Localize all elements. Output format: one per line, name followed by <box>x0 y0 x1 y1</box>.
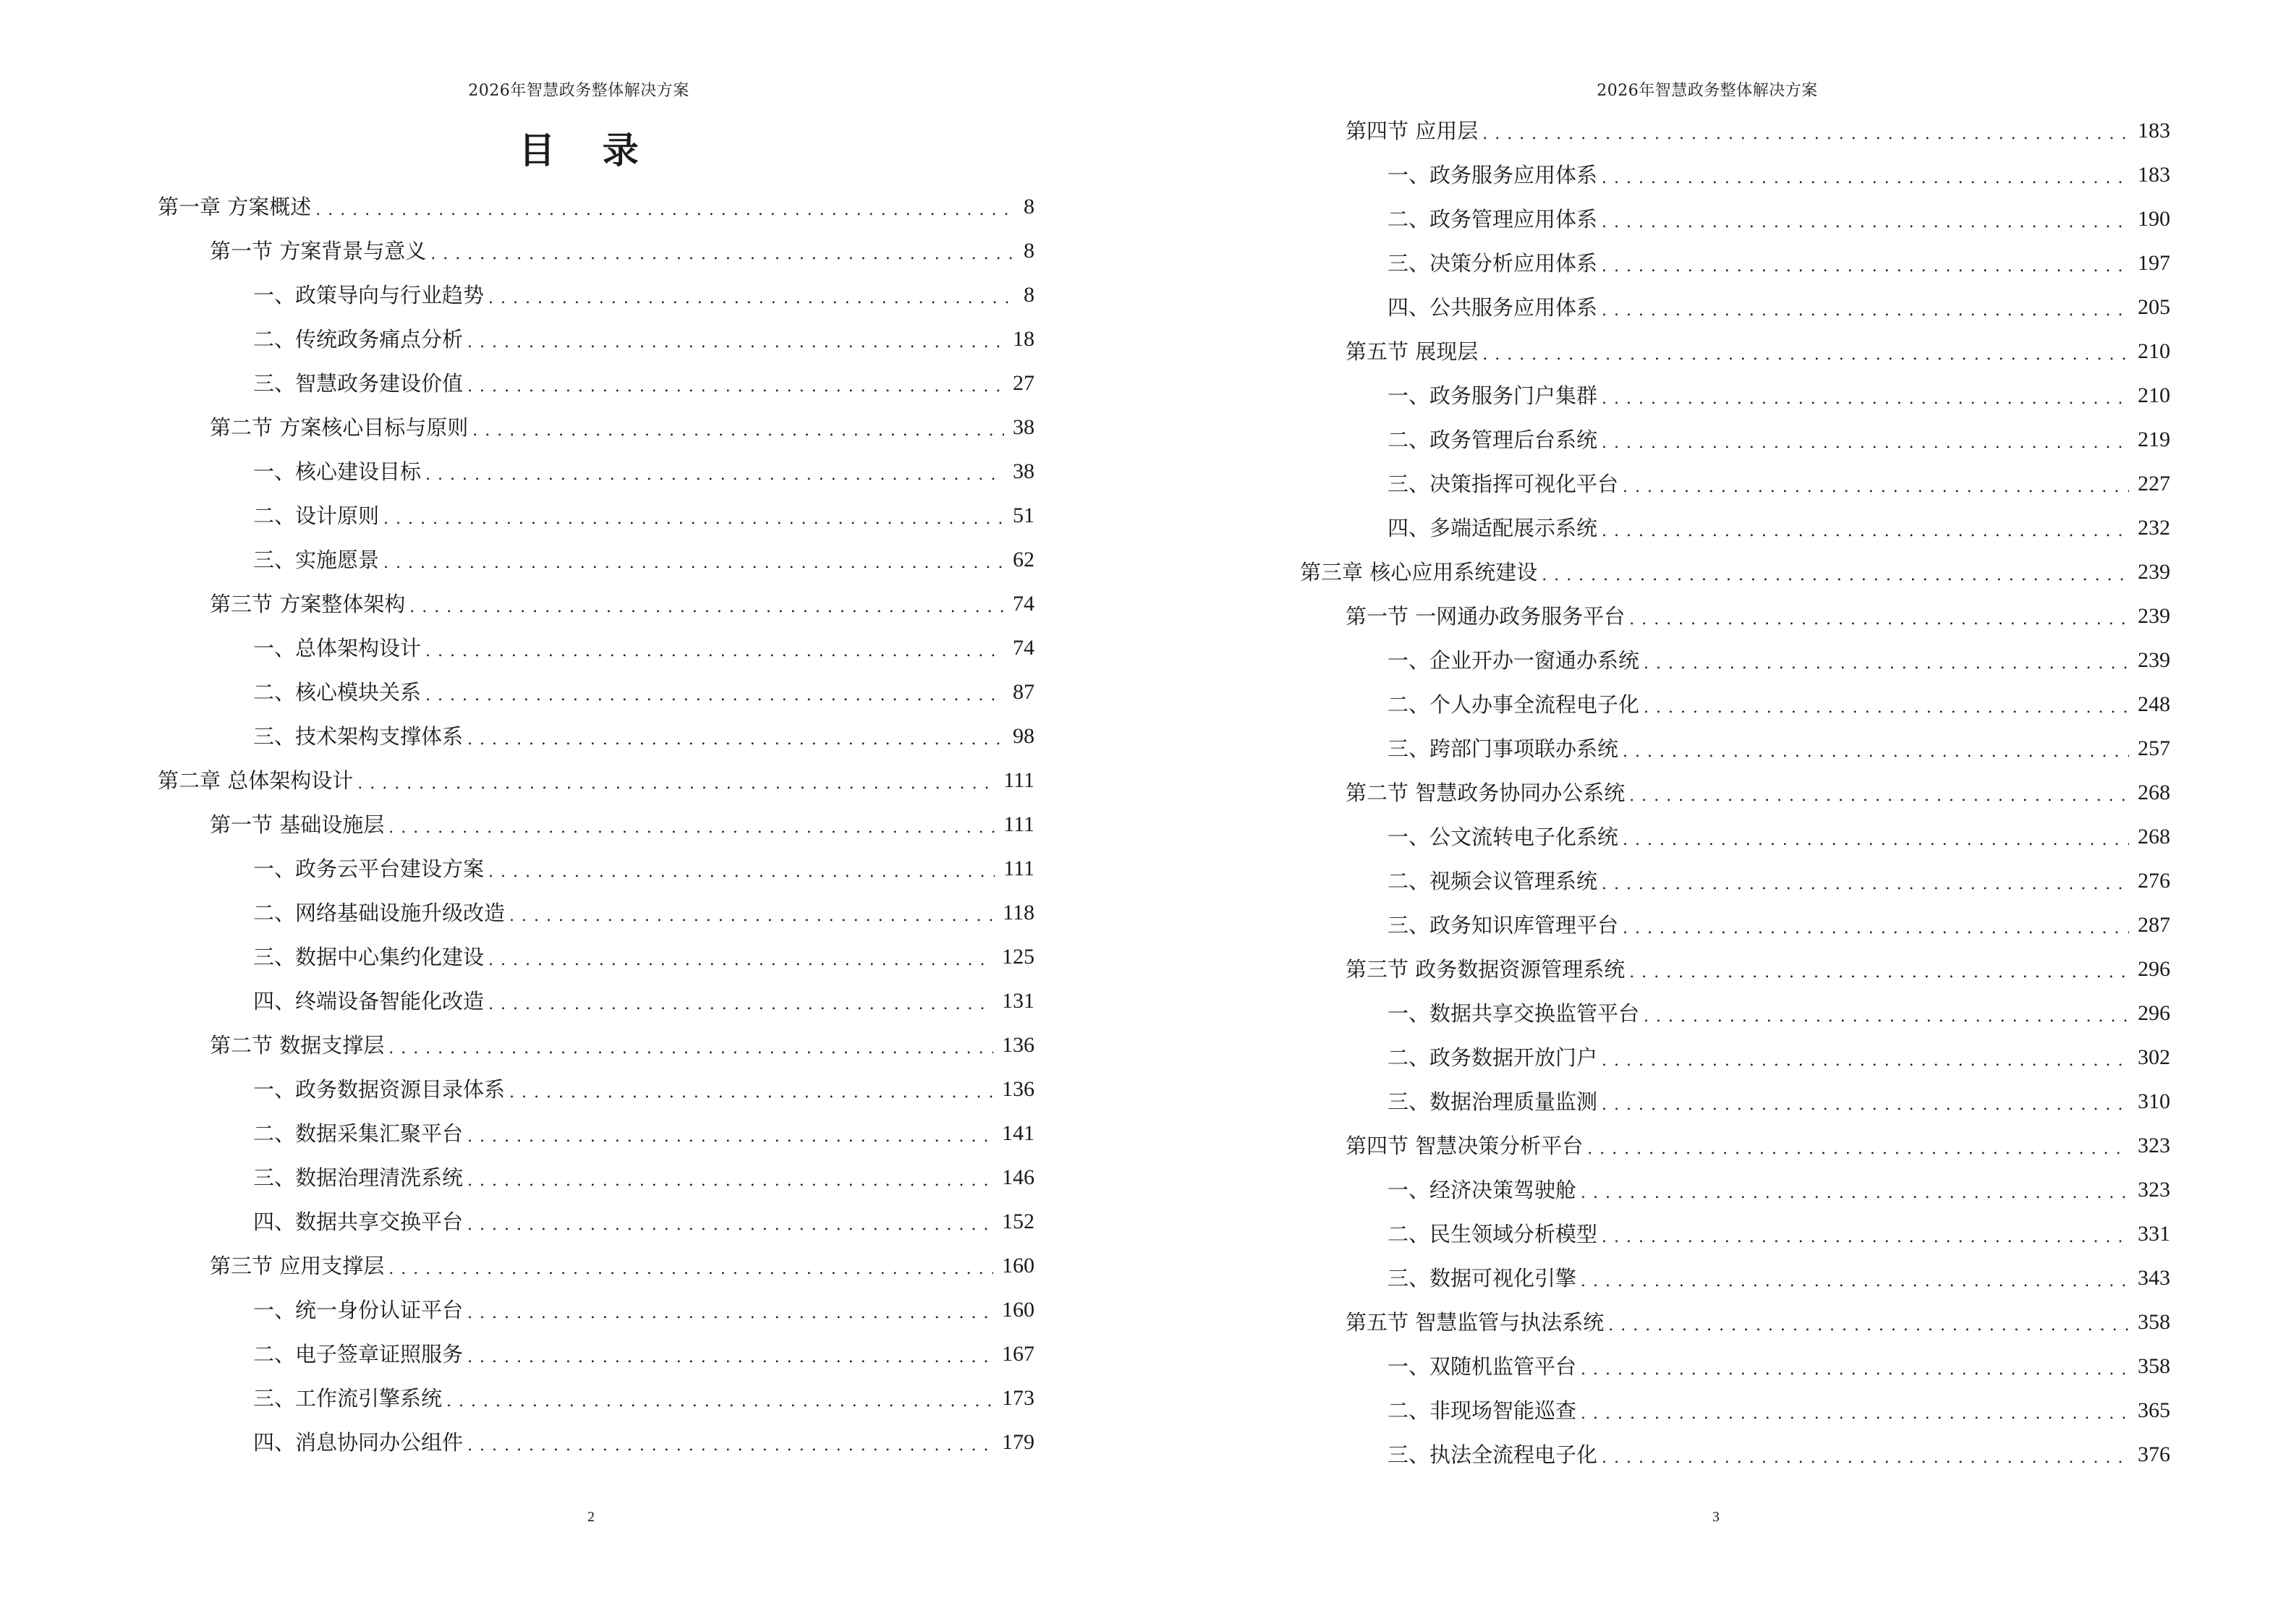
toc-subsection-entry[interactable] <box>1388 822 2170 851</box>
toc-entry-label: 一、双随机监管平台 <box>1388 1354 1577 1379</box>
dot-leader <box>425 678 1004 707</box>
toc-entry-label: 一、政务服务门户集群 <box>1388 383 1598 408</box>
dot-leader <box>1581 1176 2129 1204</box>
toc-entry-label: 二、政务数据开放门户 <box>1388 1045 1598 1070</box>
toc-entry-label: 二、政务管理应用体系 <box>1388 207 1598 231</box>
toc-subsection-entry[interactable] <box>1388 734 2170 763</box>
toc-subsection-entry[interactable] <box>253 457 1034 486</box>
toc-subsection-entry[interactable] <box>1388 1264 2170 1293</box>
toc-entry-label: 二、电子签章证照服务 <box>253 1342 464 1366</box>
dot-leader <box>1644 690 2129 719</box>
dot-leader <box>357 766 995 795</box>
dot-leader <box>488 281 1015 310</box>
toc-entry-page-number: 239 <box>2138 560 2170 584</box>
toc-entry-page-number: 152 <box>1002 1210 1034 1233</box>
dot-leader <box>467 1119 993 1148</box>
toc-entry-label: 二、政务管理后台系统 <box>1388 428 1598 452</box>
toc-section-entry[interactable] <box>1346 1131 2170 1160</box>
toc-list-right <box>1143 0 2286 1624</box>
toc-entry-page-number: 268 <box>2138 781 2170 804</box>
toc-subsection-entry[interactable] <box>253 1340 1034 1369</box>
dot-leader <box>1602 205 2129 234</box>
toc-entry-page-number: 18 <box>1013 327 1034 351</box>
toc-subsection-entry[interactable] <box>1388 999 2170 1028</box>
toc-entry-label: 三、实施愿景 <box>253 548 380 572</box>
toc-entry-page-number: 323 <box>2138 1134 2170 1157</box>
dot-leader <box>1623 734 2129 763</box>
dot-leader <box>509 898 994 927</box>
dot-leader <box>430 237 1015 265</box>
toc-entry-label: 一、政务服务应用体系 <box>1388 163 1598 187</box>
toc-entry-page-number: 118 <box>1003 901 1034 924</box>
toc-chapter-entry[interactable] <box>158 766 1034 795</box>
toc-entry-page-number: 38 <box>1013 459 1034 483</box>
dot-leader <box>1542 558 2129 587</box>
toc-entry-page-number: 257 <box>2138 736 2170 760</box>
toc-subsection-entry[interactable] <box>1388 867 2170 896</box>
dot-leader <box>467 1163 993 1192</box>
toc-section-entry[interactable] <box>210 413 1034 442</box>
dot-leader <box>1623 911 2129 940</box>
toc-entry-page-number: 376 <box>2138 1442 2170 1466</box>
toc-entry-page-number: 239 <box>2138 604 2170 628</box>
toc-subsection-entry[interactable] <box>1388 1440 2170 1469</box>
dot-leader <box>467 1296 993 1325</box>
dot-leader <box>1602 1440 2129 1469</box>
toc-entry-page-number: 287 <box>2138 913 2170 937</box>
running-header: 2026年智慧政务整体解决方案 <box>468 82 689 100</box>
toc-chapter-entry[interactable] <box>1300 558 2170 587</box>
toc-entry-label: 二、设计原则 <box>253 503 380 528</box>
toc-entry-page-number: 227 <box>2138 472 2170 496</box>
dot-leader <box>1602 867 2129 896</box>
toc-entry-label: 第三节 应用支撑层 <box>210 1254 385 1278</box>
toc-entry-label: 三、决策指挥可视化平台 <box>1388 472 1619 496</box>
toc-entry-page-number: 302 <box>2138 1045 2170 1069</box>
toc-entry-page-number: 179 <box>1002 1430 1034 1454</box>
toc-subsection-entry[interactable] <box>253 854 1034 883</box>
dot-leader <box>1581 1264 2129 1293</box>
toc-subsection-entry[interactable] <box>253 1207 1034 1236</box>
toc-entry-page-number: 136 <box>1002 1033 1034 1057</box>
toc-entry-label: 二、核心模块关系 <box>253 680 422 705</box>
toc-entry-page-number: 8 <box>1024 239 1034 263</box>
dot-leader <box>467 369 1004 398</box>
toc-subsection-entry[interactable] <box>1388 293 2170 322</box>
toc-entry-page-number: 146 <box>1002 1165 1034 1189</box>
toc-entry-label: 四、多端适配展示系统 <box>1388 516 1598 540</box>
toc-entry-page-number: 111 <box>1003 856 1034 880</box>
dot-leader <box>467 1340 993 1369</box>
toc-entry-label: 四、公共服务应用体系 <box>1388 295 1598 320</box>
toc-entry-label: 三、工作流引擎系统 <box>253 1386 443 1411</box>
toc-entry-page-number: 296 <box>2138 1001 2170 1025</box>
dot-leader <box>1602 1087 2129 1116</box>
toc-entry-label: 三、技术架构支撑体系 <box>253 724 464 749</box>
page-number: 3 <box>1712 1509 1720 1525</box>
toc-section-entry[interactable] <box>1346 955 2170 984</box>
toc-entry-label: 第二节 智慧政务协同办公系统 <box>1346 781 1626 805</box>
dot-leader <box>388 1031 993 1060</box>
toc-entry-label: 二、视频会议管理系统 <box>1388 869 1598 893</box>
dot-leader <box>388 810 995 839</box>
dot-leader <box>1602 514 2129 543</box>
toc-entry-label: 三、决策分析应用体系 <box>1388 251 1598 276</box>
toc-entry-page-number: 210 <box>2138 383 2170 407</box>
toc-section-entry[interactable] <box>210 1031 1034 1060</box>
toc-entry-label: 第一节 一网通办政务服务平台 <box>1346 604 1626 629</box>
toc-subsection-entry[interactable] <box>253 1428 1034 1457</box>
toc-entry-page-number: 239 <box>2138 648 2170 672</box>
running-header: 2026年智慧政务整体解决方案 <box>1597 82 1818 100</box>
toc-entry-page-number: 173 <box>1002 1386 1034 1410</box>
toc-entry-page-number: 219 <box>2138 428 2170 451</box>
toc-entry-label: 二、非现场智能巡查 <box>1388 1398 1577 1423</box>
dot-leader <box>383 545 1004 574</box>
toc-entry-page-number: 167 <box>1002 1342 1034 1366</box>
toc-section-entry[interactable] <box>1346 778 2170 807</box>
toc-entry-label: 第三节 方案整体架构 <box>210 592 406 616</box>
toc-section-entry[interactable] <box>210 237 1034 265</box>
dot-leader <box>1644 646 2129 675</box>
toc-entry-label: 一、政策导向与行业趋势 <box>253 283 485 307</box>
toc-entry-label: 三、跨部门事项联办系统 <box>1388 736 1619 761</box>
toc-entry-page-number: 343 <box>2138 1266 2170 1290</box>
toc-entry-label: 二、民生领域分析模型 <box>1388 1222 1598 1246</box>
toc-entry-page-number: 183 <box>2138 163 2170 187</box>
toc-entry-label: 第五节 智慧监管与执法系统 <box>1346 1310 1605 1335</box>
toc-subsection-entry[interactable] <box>1388 1176 2170 1204</box>
dot-leader <box>1482 337 2129 366</box>
toc-section-entry[interactable] <box>210 590 1034 618</box>
toc-subsection-entry[interactable] <box>253 898 1034 927</box>
toc-subsection-entry[interactable] <box>253 545 1034 574</box>
toc-entry-page-number: 111 <box>1003 768 1034 792</box>
toc-entry-page-number: 365 <box>2138 1398 2170 1422</box>
toc-entry-page-number: 8 <box>1024 195 1034 218</box>
toc-entry-page-number: 296 <box>2138 957 2170 981</box>
dot-leader <box>409 590 1004 618</box>
toc-entry-label: 三、执法全流程电子化 <box>1388 1442 1598 1467</box>
dot-leader <box>1629 602 2129 631</box>
toc-subsection-entry[interactable] <box>1388 911 2170 940</box>
toc-entry-page-number: 74 <box>1013 592 1034 616</box>
dot-leader <box>388 1251 993 1280</box>
toc-entry-page-number: 74 <box>1013 636 1034 660</box>
dot-leader <box>1629 778 2129 807</box>
toc-subsection-entry[interactable] <box>1388 1087 2170 1116</box>
toc-entry-label: 三、数据治理质量监测 <box>1388 1089 1598 1114</box>
toc-subsection-entry[interactable] <box>1388 514 2170 543</box>
dot-leader <box>1581 1396 2129 1425</box>
toc-subsection-entry[interactable] <box>253 634 1034 663</box>
toc-entry-page-number: 248 <box>2138 692 2170 716</box>
toc-entry-page-number: 310 <box>2138 1089 2170 1113</box>
toc-entry-label: 第三章 核心应用系统建设 <box>1300 560 1538 584</box>
dot-leader <box>488 943 993 972</box>
toc-entry-page-number: 160 <box>1002 1298 1034 1322</box>
toc-subsection-entry[interactable] <box>1388 1043 2170 1072</box>
toc-entry-page-number: 358 <box>2138 1354 2170 1378</box>
toc-subsection-entry[interactable] <box>253 1119 1034 1148</box>
toc-entry-page-number: 197 <box>2138 251 2170 275</box>
toc-section-entry[interactable] <box>1346 116 2170 145</box>
dot-leader <box>1602 293 2129 322</box>
toc-subsection-entry[interactable] <box>253 501 1034 530</box>
toc-entry-page-number: 27 <box>1013 371 1034 395</box>
dot-leader <box>1602 249 2129 278</box>
toc-section-entry[interactable] <box>1346 602 2170 631</box>
toc-entry-label: 三、政务知识库管理平台 <box>1388 913 1619 938</box>
toc-entry-label: 二、个人办事全流程电子化 <box>1388 692 1640 717</box>
toc-section-entry[interactable] <box>1346 337 2170 366</box>
toc-entry-label: 第二节 方案核心目标与原则 <box>210 415 469 440</box>
toc-title: 目 录 <box>519 129 656 171</box>
toc-subsection-entry[interactable] <box>253 1163 1034 1192</box>
toc-subsection-entry[interactable] <box>253 325 1034 354</box>
toc-entry-label: 四、终端设备智能化改造 <box>253 989 485 1013</box>
toc-entry-label: 一、公文流转电子化系统 <box>1388 825 1619 849</box>
dot-leader <box>425 457 1004 486</box>
toc-entry-label: 二、数据采集汇聚平台 <box>253 1121 464 1146</box>
toc-entry-page-number: 87 <box>1013 680 1034 704</box>
toc-subsection-entry[interactable] <box>1388 1220 2170 1249</box>
document-page-right <box>1143 0 2286 1624</box>
toc-entry-page-number: 8 <box>1024 283 1034 307</box>
toc-entry-label: 二、传统政务痛点分析 <box>253 327 464 352</box>
toc-entry-label: 四、数据共享交换平台 <box>253 1210 464 1234</box>
toc-entry-label: 一、数据共享交换监管平台 <box>1388 1001 1640 1026</box>
toc-entry-label: 三、数据中心集约化建设 <box>253 945 485 969</box>
toc-subsection-entry[interactable] <box>1388 161 2170 190</box>
dot-leader <box>1602 1220 2129 1249</box>
dot-leader <box>1602 161 2129 190</box>
toc-entry-page-number: 268 <box>2138 825 2170 849</box>
toc-subsection-entry[interactable] <box>1388 1352 2170 1381</box>
toc-section-entry[interactable] <box>1346 1308 2170 1337</box>
toc-entry-page-number: 183 <box>2138 119 2170 143</box>
dot-leader <box>1602 381 2129 410</box>
toc-entry-label: 一、统一身份认证平台 <box>253 1298 464 1322</box>
toc-subsection-entry[interactable] <box>253 722 1034 751</box>
dot-leader <box>488 987 993 1016</box>
toc-subsection-entry[interactable] <box>253 1075 1034 1104</box>
toc-entry-page-number: 190 <box>2138 207 2170 231</box>
dot-leader <box>467 722 1004 751</box>
dot-leader <box>467 1207 993 1236</box>
dot-leader <box>1602 1043 2129 1072</box>
dot-leader <box>1623 822 2129 851</box>
dot-leader <box>425 634 1004 663</box>
toc-subsection-entry[interactable] <box>1388 381 2170 410</box>
toc-subsection-entry[interactable] <box>1388 425 2170 454</box>
toc-entry-label: 第一章 方案概述 <box>158 195 312 219</box>
toc-subsection-entry[interactable] <box>1388 1396 2170 1425</box>
toc-section-entry[interactable] <box>210 1251 1034 1280</box>
dot-leader <box>1608 1308 2129 1337</box>
dot-leader <box>1581 1352 2129 1381</box>
toc-subsection-entry[interactable] <box>253 678 1034 707</box>
dot-leader <box>1602 425 2129 454</box>
page-number: 2 <box>587 1509 595 1525</box>
dot-leader <box>467 1428 993 1457</box>
toc-entry-page-number: 276 <box>2138 869 2170 893</box>
toc-entry-page-number: 111 <box>1003 812 1034 836</box>
toc-entry-label: 三、数据治理清洗系统 <box>253 1165 464 1190</box>
toc-entry-page-number: 62 <box>1013 548 1034 571</box>
dot-leader <box>315 192 1015 221</box>
toc-entry-page-number: 210 <box>2138 339 2170 363</box>
toc-chapter-entry[interactable] <box>158 192 1034 221</box>
dot-leader <box>1587 1131 2129 1160</box>
dot-leader <box>472 413 1004 442</box>
toc-entry-label: 第四节 应用层 <box>1346 119 1479 143</box>
toc-entry-page-number: 131 <box>1002 989 1034 1013</box>
toc-subsection-entry[interactable] <box>1388 205 2170 234</box>
toc-entry-page-number: 141 <box>1002 1121 1034 1145</box>
toc-entry-page-number: 38 <box>1013 415 1034 439</box>
toc-entry-page-number: 98 <box>1013 724 1034 748</box>
toc-entry-page-number: 125 <box>1002 945 1034 969</box>
dot-leader <box>1644 999 2129 1028</box>
toc-subsection-entry[interactable] <box>253 987 1034 1016</box>
toc-entry-label: 第一节 基础设施层 <box>210 812 385 837</box>
toc-entry-page-number: 160 <box>1002 1254 1034 1277</box>
toc-entry-page-number: 331 <box>2138 1222 2170 1246</box>
dot-leader <box>1623 469 2129 498</box>
toc-subsection-entry[interactable] <box>253 281 1034 310</box>
toc-entry-label: 一、经济决策驾驶舱 <box>1388 1178 1577 1202</box>
dot-leader <box>383 501 1004 530</box>
toc-subsection-entry[interactable] <box>253 1296 1034 1325</box>
toc-subsection-entry[interactable] <box>1388 690 2170 719</box>
toc-entry-label: 一、企业开办一窗通办系统 <box>1388 648 1640 673</box>
dot-leader <box>467 325 1004 354</box>
toc-entry-label: 四、消息协同办公组件 <box>253 1430 464 1455</box>
dot-leader <box>488 854 995 883</box>
toc-entry-label: 第二节 数据支撑层 <box>210 1033 385 1058</box>
toc-entry-label: 第四节 智慧决策分析平台 <box>1346 1134 1584 1158</box>
toc-entry-page-number: 51 <box>1013 503 1034 527</box>
toc-subsection-entry[interactable] <box>1388 469 2170 498</box>
toc-entry-label: 三、智慧政务建设价值 <box>253 371 464 396</box>
toc-entry-label: 第五节 展现层 <box>1346 339 1479 364</box>
toc-entry-page-number: 358 <box>2138 1310 2170 1334</box>
toc-subsection-entry[interactable] <box>253 1384 1034 1413</box>
toc-subsection-entry[interactable] <box>1388 249 2170 278</box>
toc-section-entry[interactable] <box>210 810 1034 839</box>
toc-entry-label: 一、核心建设目标 <box>253 459 422 484</box>
toc-entry-label: 第一节 方案背景与意义 <box>210 239 427 263</box>
toc-entry-label: 第三节 政务数据资源管理系统 <box>1346 957 1626 982</box>
dot-leader <box>1629 955 2129 984</box>
toc-entry-page-number: 136 <box>1002 1077 1034 1101</box>
toc-entry-label: 一、总体架构设计 <box>253 636 422 660</box>
toc-entry-label: 二、网络基础设施升级改造 <box>253 901 506 925</box>
toc-subsection-entry[interactable] <box>1388 646 2170 675</box>
dot-leader <box>1482 116 2129 145</box>
toc-subsection-entry[interactable] <box>253 943 1034 972</box>
toc-entry-label: 一、政务云平台建设方案 <box>253 856 485 881</box>
toc-entry-label: 第二章 总体架构设计 <box>158 768 354 793</box>
toc-entry-label: 一、政务数据资源目录体系 <box>253 1077 506 1102</box>
toc-entry-page-number: 323 <box>2138 1178 2170 1202</box>
dot-leader <box>509 1075 993 1104</box>
toc-entry-label: 三、数据可视化引擎 <box>1388 1266 1577 1291</box>
dot-leader <box>446 1384 993 1413</box>
toc-entry-page-number: 232 <box>2138 516 2170 540</box>
toc-entry-page-number: 205 <box>2138 295 2170 319</box>
toc-subsection-entry[interactable] <box>253 369 1034 398</box>
